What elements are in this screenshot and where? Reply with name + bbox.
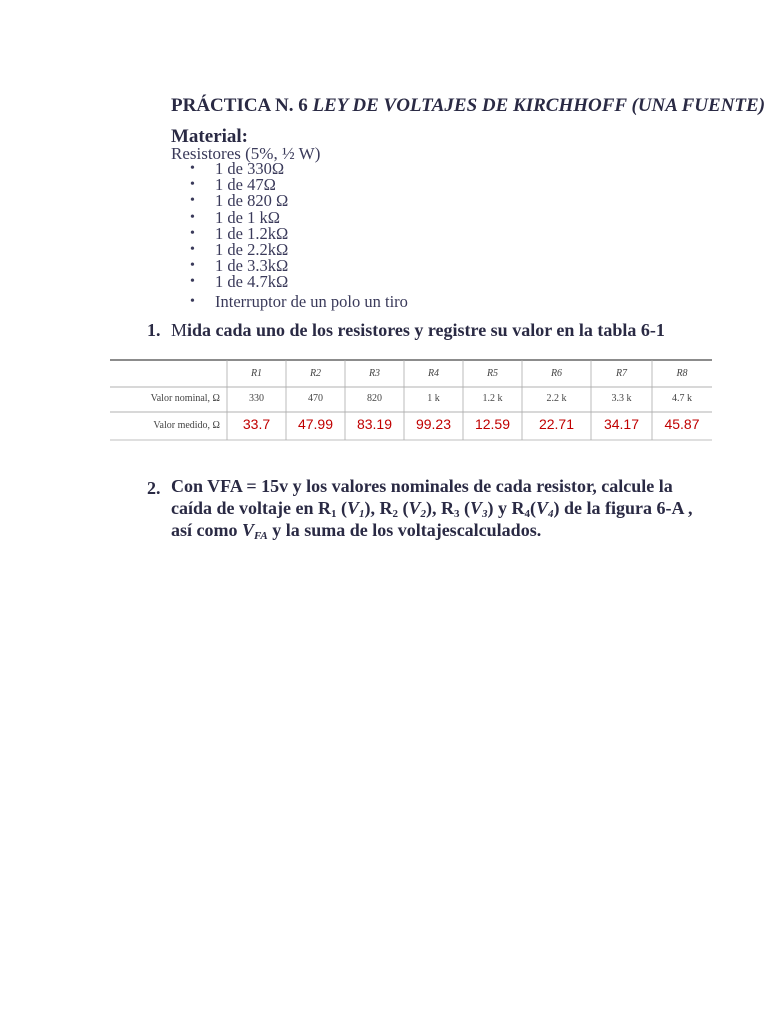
- bullet-icon: •: [190, 177, 195, 193]
- nominal-value: 1 k: [427, 393, 440, 404]
- list-item: [171, 242, 408, 258]
- nominal-value: 470: [308, 393, 323, 404]
- column-header: R6: [550, 368, 563, 379]
- list-item-text: 1 de 3.3kΩ: [215, 256, 289, 276]
- title-italic: LEY DE VOLTAJES DE KIRCHHOFF (UNA FUENTE): [312, 95, 766, 116]
- row-label-measured: Valor medido, Ω: [153, 420, 220, 431]
- bullet-icon: •: [190, 193, 195, 209]
- list-item-text: 1 de 4.7kΩ: [215, 272, 289, 292]
- column-header: R4: [427, 368, 440, 379]
- column-header: R5: [486, 368, 499, 379]
- list-item: [171, 274, 408, 290]
- material-subtitle: Resistores (5%, ½ W): [171, 144, 321, 163]
- list-item: [171, 193, 408, 209]
- question-text: Con VFA = 15v y los valores nominales de cada resistor, calcule la caída de voltaje en $R_1$ $(V_1)$, $R_2$ $(V_2)$, $R_3$ $(V_3)$ y $R_4(V_4)$ de la figura 6-A , así como $V_{FA}$ y la suma de los voltajescalculados.: [171, 476, 693, 542]
- list-item-text: 1 de 1 kΩ: [215, 207, 280, 227]
- list-item-text: 1 de 820 Ω: [215, 191, 289, 211]
- page-title: [171, 95, 765, 117]
- title-prefix: PRÁCTICA N. 6: [171, 95, 313, 116]
- question-2: [147, 475, 707, 541]
- list-item-text: 1 de 47Ω: [215, 175, 276, 195]
- measured-value[interactable]: 34.17: [603, 416, 640, 432]
- bullet-icon: •: [190, 293, 195, 309]
- list-item: [171, 291, 408, 311]
- list-item-text: 1 de 2.2kΩ: [215, 240, 289, 260]
- bullet-icon: •: [190, 242, 195, 258]
- list-item-text: 1 de 1.2kΩ: [215, 223, 289, 243]
- row-label-nominal: Valor nominal, Ω: [150, 393, 220, 404]
- question-number: 2.: [147, 478, 161, 498]
- measured-value[interactable]: 99.23: [415, 416, 452, 432]
- list-item-text: Interruptor de un polo un tiro: [215, 291, 408, 311]
- list-item: [171, 177, 408, 193]
- question-number: 1.: [147, 320, 161, 340]
- list-item-text: 1 de 330Ω: [215, 159, 285, 178]
- bullet-icon: •: [190, 258, 195, 274]
- bullet-icon: •: [190, 274, 195, 290]
- question-lead: M: [171, 320, 188, 340]
- column-header: R3: [368, 368, 381, 379]
- measured-value[interactable]: 22.71: [538, 416, 575, 432]
- nominal-value: 4.7 k: [672, 393, 692, 404]
- bullet-icon: •: [190, 161, 195, 176]
- list-item: [171, 258, 408, 274]
- list-item: [171, 223, 408, 243]
- column-header: R8: [676, 368, 688, 379]
- bullet-icon: •: [190, 225, 195, 241]
- column-header: R7: [615, 368, 628, 379]
- list-item: [171, 161, 408, 177]
- nominal-value: 330: [249, 393, 264, 404]
- question-1: [147, 320, 665, 341]
- column-header: R2: [309, 368, 322, 379]
- measured-value[interactable]: 12.59: [474, 416, 511, 432]
- resistor-table: [110, 358, 712, 442]
- measured-value[interactable]: 45.87: [664, 416, 700, 432]
- bullet-icon: •: [190, 209, 195, 225]
- nominal-value: 2.2 k: [546, 393, 567, 404]
- list-item: [171, 207, 408, 227]
- material-heading: Material:: [171, 126, 249, 147]
- nominal-value: 3.3 k: [611, 393, 632, 404]
- material-list: [171, 161, 408, 310]
- column-header: R1: [250, 368, 263, 379]
- measured-value[interactable]: 83.19: [356, 416, 393, 432]
- question-text: ida cada uno de los resistores y registre su valor en la tabla 6-1: [187, 320, 665, 340]
- nominal-value: 1.2 k: [482, 393, 503, 404]
- measured-value[interactable]: 47.99: [297, 416, 334, 432]
- nominal-value: 820: [367, 393, 382, 404]
- measured-value[interactable]: 33.7: [242, 416, 271, 432]
